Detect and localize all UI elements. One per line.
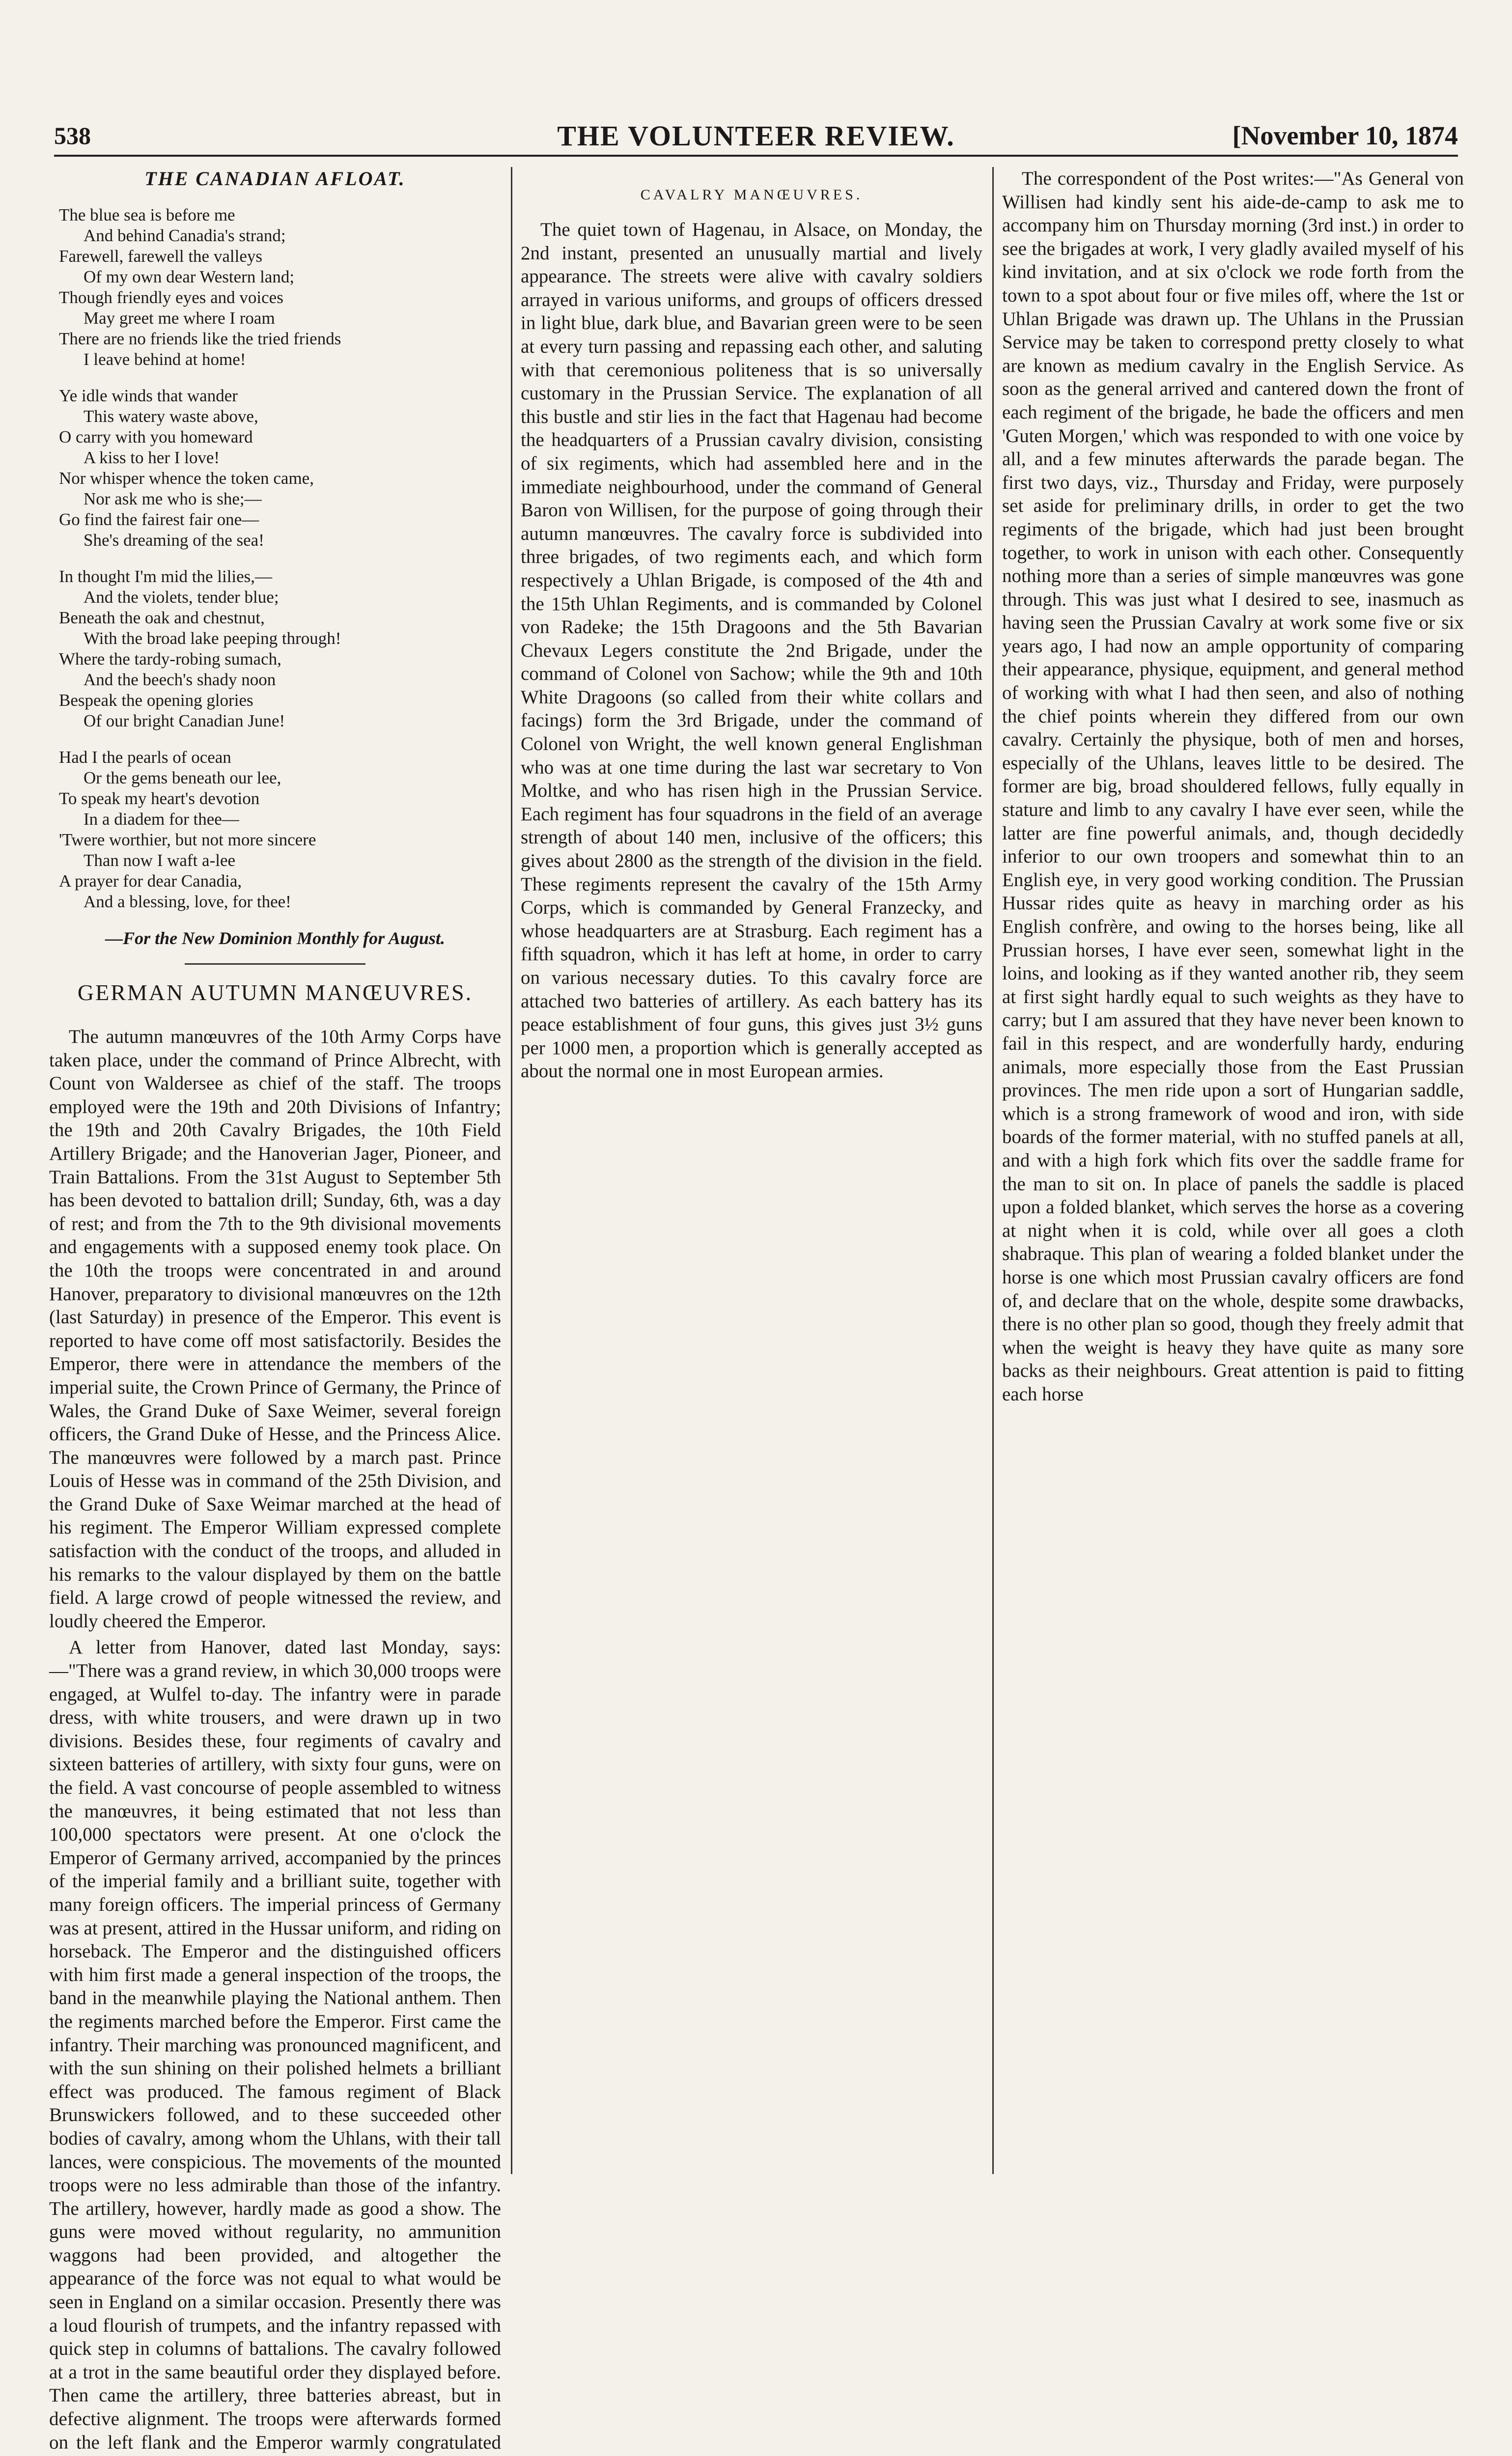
issue-date: [November 10, 1874 bbox=[1232, 121, 1458, 150]
poem-line: 'Twere worthier, but not more sincere bbox=[59, 830, 316, 849]
poem-line: With the broad lake peeping through! bbox=[84, 629, 341, 648]
poem-line: She's dreaming of the sea! bbox=[84, 530, 264, 550]
article-paragraph: The autumn manœuvres of the 10th Army Corps have taken place, under the command of Prince Albrecht, with Count von Waldersee as chief of the staff. The troops employed were the 19th and 20th Divisions of Infantry; the 19th and 20th Cavalry Brigades, the 10th Field Artillery Brigade; and the Hanoverian Jager, Pioneer, and Train Battalions. From the 31st August to September 5th has been devoted to battalion drill; Sunday, 6th, was a day of rest; and from the 7th to the 9th divisional movements and engagements with a supposed enemy took place. On the 10th the troops were concentrated in and around Hanover, preparatory to divisional manœuvres on the 12th (last Saturday) in presence of the Emperor. This event is reported to have come off most satisfactorily. Besides the Emperor, there were in attendance the members of the imperial suite, the Crown Prince of Germany, the Prince of Wales, the Grand Duke of Saxe Weimer, several foreign officers, the Grand Duke of Hesse, and the Princess Alice. The manœuvres were followed by a march past. Prince Louis of Hesse was in command of the 25th Division, and the Grand Duke of Saxe Weimar marched at the head of his regiment. The Emperor William expressed complete satisfaction with the conduct of the troops, and alluded in his remarks to the valour displayed by them on the battle field. A large crowd of people witnessed the review, and loudly cheered the Emperor. bbox=[49, 1026, 501, 1632]
poem-line: Had I the pearls of ocean bbox=[59, 748, 231, 767]
poem-line: Than now I waft a-lee bbox=[84, 851, 236, 870]
poem-line: This watery waste above, bbox=[84, 407, 258, 426]
poem-stanza bbox=[59, 747, 501, 912]
poem-line: Where the tardy-robing sumach, bbox=[59, 649, 281, 669]
poem-line: Bespeak the opening glories bbox=[59, 691, 253, 710]
poem-line: A kiss to her I love! bbox=[84, 448, 220, 467]
poem-line: Beneath the oak and chestnut, bbox=[59, 608, 265, 627]
article-paragraph: The quiet town of Hagenau, in Alsace, on Monday, the 2nd instant, presented an unusually martial and lively appearance. The streets were alive with cavalry soldiers arrayed in various uniforms, and groups of officers dressed in light blue, dark blue, and Bavarian green were to be seen at every turn passing and repassing each other, and saluting with that ceremonious politeness that is so universally customary in the Prussian Service. The explanation of all this bustle and stir lies in the fact that Hagenau had become the headquarters of a Prussian cavalry division, consisting of six regiments, which had assembled here and in the immediate neighbourhood, under the command of General Baron von Willisen, for the purpose of going through their autumn manœuvres. The cavalry force is subdivided into three brigades, of two regiments each, and which form respectively a Uhlan Brigade, is composed of the 4th and the 15th Uhlan Regiments, and is commanded by Colonel von Radeke; the 15th Dragoons and the 5th Bavarian Chevaux Legers constitute the 2nd Brigade, under the command of Colonel von Sachow; while the 9th and 10th White Dragoons (so called from their white collars and facings) form the 3rd Brigade, under the command of Colonel von Wright, the well known general Englishman who was at one time during the last war secretary to Von Moltke, and who has risen high in the Prussian Service. Each regiment has four squadrons in the field of an average strength of about 140 men, inclusive of the officers; this gives about 2800 as the strength of the division in the field. These regiments represent the cavalry of the 15th Army Corps, which is commanded by General Franzecky, and whose headquarters are at Strasburg. Each regiment has a fifth squadron, which it has left at home, in order to carry on various necessary duties. To this cavalry force are attached two batteries of artillery. As each battery has its peace establishment of four guns, this gives just 3½ guns per 1000 men, a proportion which is generally accepted as about the normal one in most European armies. bbox=[521, 219, 982, 1082]
poem-body bbox=[49, 205, 501, 912]
poem-line: May greet me where I roam bbox=[84, 308, 275, 328]
poem-line: O carry with you homeward bbox=[59, 427, 253, 447]
poem-credit: —For the New Dominion Monthly for August. bbox=[105, 928, 445, 948]
page-number: 538 bbox=[54, 122, 91, 149]
section-title: CAVALRY MANŒUVRES. bbox=[640, 187, 863, 203]
masthead-title: THE VOLUNTEER REVIEW. bbox=[557, 120, 955, 152]
poem-line: Of our bright Canadian June! bbox=[84, 711, 285, 730]
section-divider bbox=[185, 963, 365, 965]
column-3 bbox=[1002, 167, 1464, 2174]
page-header bbox=[54, 115, 1458, 157]
article-paragraph: The correspondent of the Post writes:—"As General von Willisen had kindly sent his aide-de-camp to ask me to accompany him on Thursday morning (3rd inst.) in order to see the brigades at work, I very gladly availed myself of his kind invitation, and at six o'clock we rode forth from the town to a spot about four or five miles off, where the 1st or Uhlan Brigade was drawn up. The Uhlans in the Prussian Service may be taken to correspond pretty closely to what are known as medium cavalry in the English Service. As soon as the general arrived and cantered down the front of each regiment of the brigade, he bade the officers and men 'Guten Morgen,' which was responded to with one voice by all, and a few minutes afterwards the parade began. The first two days, viz., Thursday and Friday, were purposely set aside for preliminary drills, in order to get the two regiments of the brigade, which had just been brought together, to work in unison with each other. Consequently nothing more than a series of simple manœuvres was gone through. This was just what I desired to see, inasmuch as having seen the Prussian Cavalry at work some five or six years ago, I had now an ample opportunity of comparing their appearance, physique, equipment, and general method of working with what I had then seen, and also of nothing the chief points wherein they differed from our own cavalry. Certainly the physique, both of men and horses, especially of the Uhlans, leaves little to be desired. The former are big, broad shouldered fellows, fully equally in stature and limb to any cavalry I have ever seen, while the latter are fine powerful animals, and, though decidedly inferior to our own troopers and somewhat thin to an English eye, in very good working condition. The Prussian Hussar rides quite as heavy in marching order as his English confrère, and owing to the horses being, like all Prussian horses, I have ever seen, somewhat light in the loins, and looking as if they wanted another rib, they seem at first sight hardly equal to such weights as they have to carry; but I am assured that they have never been known to fail in this respect, and are wonderfully hardy, enduring animals, more especially those from the East Prussian provinces. The men ride upon a sort of Hungarian saddle, which is a strong framework of wood and iron, with side boards of the former material, with no stuffed panels at all, and with a high fork which fits over the saddle frame for the man to sit on. In place of panels the saddle is placed upon a folded blanket, which serves the horse as a covering at night when it is cold, while over all goes a cloth shabraque. This plan of wearing a folded blanket under the horse is one which most Prussian cavalry officers are fond of, and declare that on the whole, despite some drawbacks, there is no other plan so good, though they freely admit that when the weight is heavy they have quite as many sore backs as their neighbours. Great attention is paid to fitting each horse bbox=[1002, 168, 1464, 1405]
poem-line: And the beech's shady noon bbox=[84, 670, 276, 689]
column-2 bbox=[521, 167, 982, 2174]
article-paragraph: A letter from Hanover, dated last Monday, says:—"There was a grand review, in which 30,000 troops were engaged, at Wulfel to-day. The infantry were in parade dress, with white trousers, and were drawn up in two divisions. Besides these, four regiments of cavalry and sixteen batteries of artillery, with sixty four guns, were on the field. A vast concourse of people assembled to witness the manœuvres, it being estimated that not less than 100,000 spectators were present. At one o'clock the Emperor of Germany arrived, accompanied by the princes of the imperial family and a brilliant suite, together with many foreign officers. The imperial princess of Germany was at present, attired in the Hussar uniform, and riding on horseback. The Emperor and the distinguished officers with him first made a general inspection of the troops, the band in the meanwhile playing the National anthem. Then the regiments marched before the Emperor. First came the infantry. Their marching was pronounced magnificent, and with the sun shining on their polished helmets a brilliant effect was produced. The famous regiment of Black Brunswickers followed, and to these succeeded other bodies of cavalry, among whom the Uhlans, with their tall lances, were conspicious. The movements of the mounted troops were no less admirable than those of the infantry. The artillery, however, hardly made as good a show. The guns were moved without regularity, no ammunition waggons had been provided, and altogether the appearance of the force was not equal to what would be seen in England on a similar occasion. Presently there was a loud flourish of trumpets, and the infantry repassed with quick step in columns of battalions. The cavalry followed at a trot in the same beautiful order they displayed before. Then came the artillery, three batteries abreast, but in defective alignment. The troops were afterwards formed on the left flank and the Emperor warmly congratulated bbox=[49, 1637, 501, 2453]
poem-line: To speak my heart's devotion bbox=[59, 789, 260, 808]
poem-line: Farewell, farewell the valleys bbox=[59, 247, 262, 266]
poem-stanza bbox=[59, 205, 501, 370]
poem-title: THE CANADIAN AFLOAT. bbox=[144, 167, 406, 190]
poem-line: In thought I'm mid the lilies,— bbox=[59, 567, 273, 586]
column-rule bbox=[992, 167, 994, 2174]
column-rule bbox=[511, 167, 512, 2174]
poem-line: Nor whisper whence the token came, bbox=[59, 469, 314, 488]
poem-line: Ye idle winds that wander bbox=[59, 386, 238, 405]
poem-line: Nor ask me who is she;— bbox=[84, 489, 262, 508]
poem-line: In a diadem for thee— bbox=[84, 809, 239, 829]
poem-line: And the violets, tender blue; bbox=[84, 587, 279, 607]
poem-line: I leave behind at home! bbox=[84, 350, 246, 369]
column-1 bbox=[49, 167, 501, 2453]
poem-line: Go find the fairest fair one— bbox=[59, 510, 259, 529]
poem-line: The blue sea is before me bbox=[59, 205, 235, 224]
poem-line: There are no friends like the tried friends bbox=[59, 329, 341, 348]
poem-line: A prayer for dear Canadia, bbox=[59, 871, 242, 891]
poem-stanza bbox=[59, 386, 501, 551]
poem-stanza bbox=[59, 566, 501, 731]
poem-line: And behind Canadia's strand; bbox=[84, 226, 286, 245]
article-title: GERMAN AUTUMN MANŒUVRES. bbox=[77, 980, 473, 1005]
poem-line: Though friendly eyes and voices bbox=[59, 288, 283, 307]
poem-line: And a blessing, love, for thee! bbox=[84, 892, 291, 911]
poem-line: Of my own dear Western land; bbox=[84, 267, 295, 286]
poem-line: Or the gems beneath our lee, bbox=[84, 768, 281, 787]
